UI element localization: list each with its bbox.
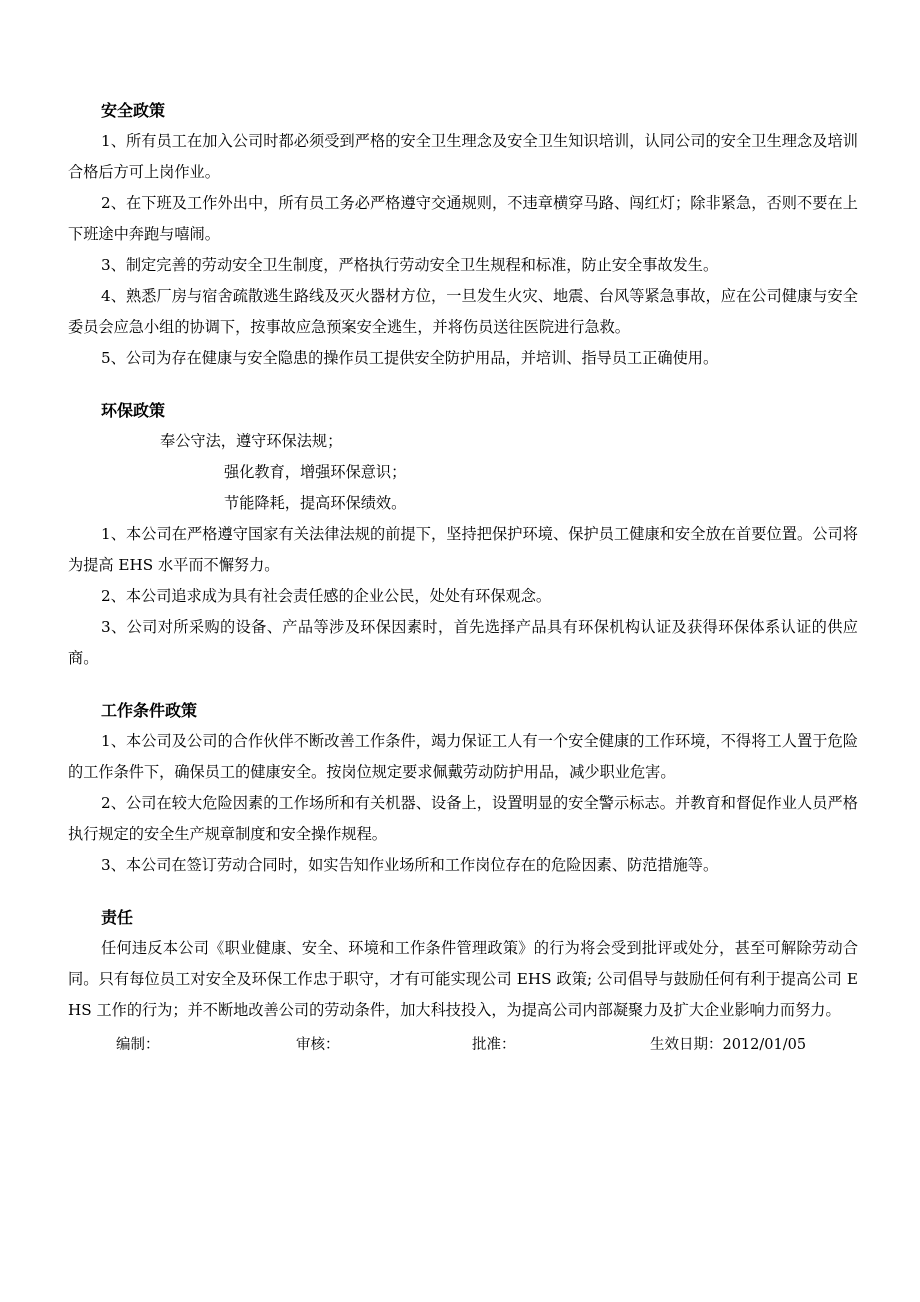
approved-by-label: 批准： xyxy=(472,1037,516,1053)
policy-paragraph: 2、在下班及工作外出中，所有员工务必严格遵守交通规则，不违章横穿马路、闯红灯；除非紧急，否则不要在上下班途中奔跑与嘻闹。 xyxy=(68,194,858,243)
slogan-line: 奉公守法，遵守环保法规； xyxy=(160,432,343,450)
slogan-line: 节能降耗，提高环保绩效。 xyxy=(224,494,407,512)
section-safety-policy xyxy=(68,96,858,374)
effective-date: 生效日期：2012/01/05 xyxy=(650,1037,807,1053)
signature-footer xyxy=(68,1030,858,1060)
section-heading: 安全政策 xyxy=(101,101,166,120)
policy-paragraph: 4、熟悉厂房与宿舍疏散逃生路线及灭火器材方位，一旦发生火灾、地震、台风等紧急事故，应在公司健康与安全委员会应急小组的协调下，按事故应急预案安全逃生，并将伤员送往医院进行急救。 xyxy=(68,287,858,336)
policy-paragraph: 3、本公司在签订劳动合同时，如实告知作业场所和工作岗位存在的危险因素、防范措施等。 xyxy=(101,856,719,874)
document-body xyxy=(68,96,858,1060)
section-heading: 环保政策 xyxy=(101,401,166,420)
policy-paragraph: 1、本公司及公司的合作伙伴不断改善工作条件，竭力保证工人有一个安全健康的工作环境，不得将工人置于危险的工作条件下，确保员工的健康安全。按岗位规定要求佩戴劳动防护用品，减少职业危害。 xyxy=(68,732,858,781)
section-working-conditions-policy xyxy=(68,696,858,881)
prepared-by-label: 编制： xyxy=(116,1037,160,1053)
section-environment-policy xyxy=(68,396,858,674)
section-heading: 责任 xyxy=(101,908,134,927)
reviewed-by-label: 审核： xyxy=(296,1037,340,1053)
policy-paragraph: 2、本公司追求成为具有社会责任感的企业公民，处处有环保观念。 xyxy=(101,587,552,605)
policy-paragraph: 3、制定完善的劳动安全卫生制度，严格执行劳动安全卫生规程和标准，防止安全事故发生。 xyxy=(101,256,719,274)
policy-paragraph: 任何违反本公司《职业健康、安全、环境和工作条件管理政策》的行为将会受到批评或处分，甚至可解除劳动合同。只有每位员工对安全及环保工作忠于职守，才有可能实现公司 EHS 政策; 公司倡导与鼓励任何有利于提高公司 EHS 工作的行为；并不断地改善公司的劳动条件，加大科技投入，为提高公司内部凝聚力及扩大企业影响力而努力。 xyxy=(68,939,858,1019)
section-heading: 工作条件政策 xyxy=(101,701,198,720)
policy-paragraph: 1、本公司在严格遵守国家有关法律法规的前提下，坚持把保护环境、保护员工健康和安全放在首要位置。公司将为提高 EHS 水平而不懈努力。 xyxy=(68,525,858,574)
policy-paragraph: 5、公司为存在健康与安全隐患的操作员工提供安全防护用品，并培训、指导员工正确使用。 xyxy=(101,349,719,367)
policy-paragraph: 3、公司对所采购的设备、产品等涉及环保因素时，首先选择产品具有环保机构认证及获得环保体系认证的供应商。 xyxy=(68,618,858,667)
section-responsibility xyxy=(68,903,858,1026)
slogan-line: 强化教育，增强环保意识； xyxy=(224,463,407,481)
policy-paragraph: 2、公司在较大危险因素的工作场所和有关机器、设备上，设置明显的安全警示标志。并教育和督促作业人员严格执行规定的安全生产规章制度和安全操作规程。 xyxy=(68,794,858,843)
policy-paragraph: 1、所有员工在加入公司时都必须受到严格的安全卫生理念及安全卫生知识培训，认同公司的安全卫生理念及培训合格后方可上岗作业。 xyxy=(68,132,858,181)
